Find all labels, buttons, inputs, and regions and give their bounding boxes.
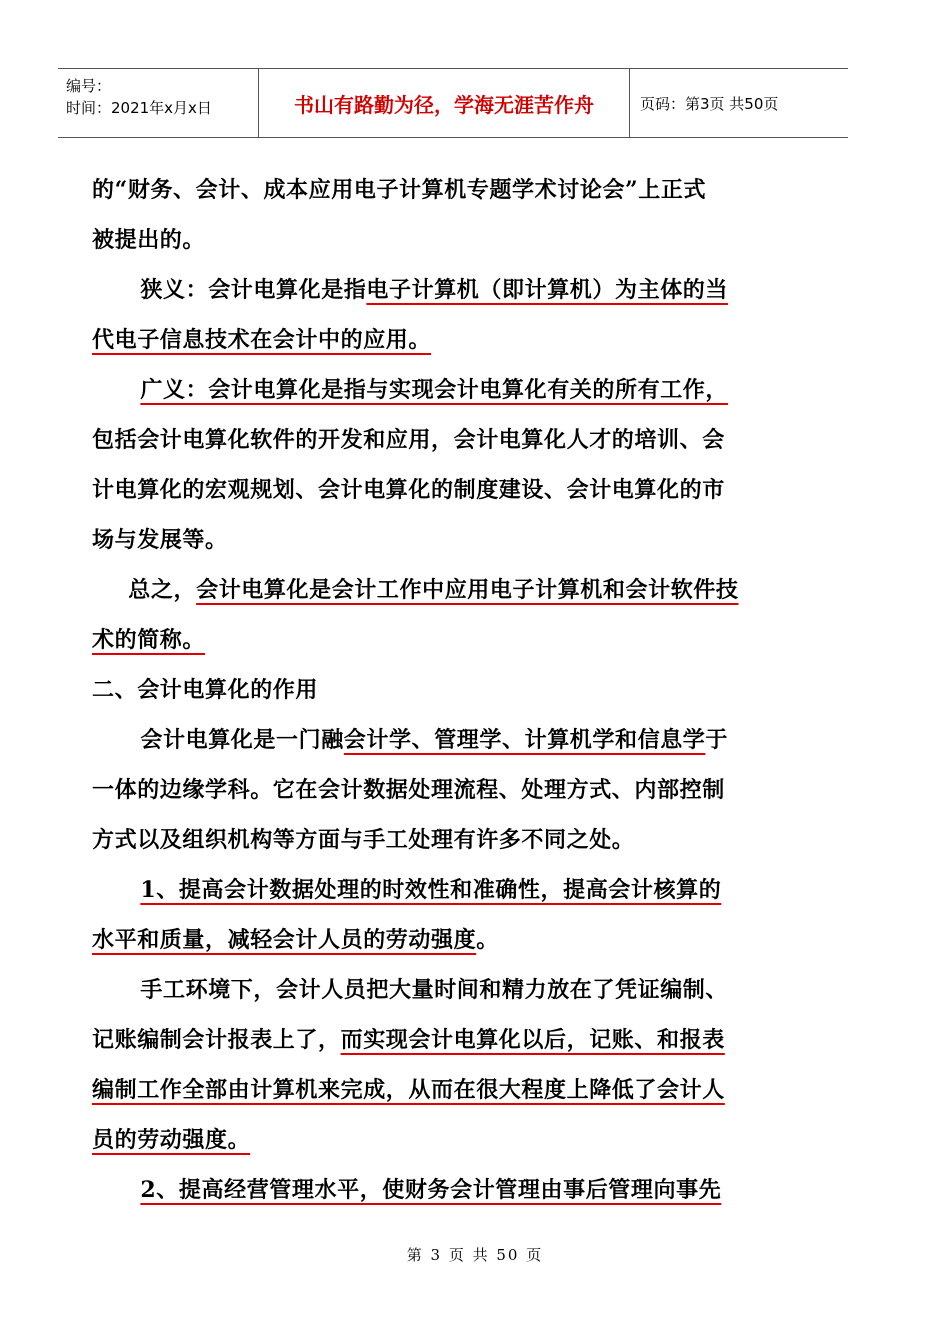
text-line	[92, 215, 816, 265]
underlined-text: 2、提高经营管理水平，使财务会计管理由事后管理向事先	[140, 1177, 722, 1203]
underlined-text: 1、提高会计数据处理的时效性和准确性，提高会计核算的	[140, 877, 722, 903]
text-segment: 方式以及组织机构等方面与手工处理有许多不同之处。	[92, 827, 635, 853]
text-line	[92, 1065, 816, 1115]
text-line	[92, 915, 816, 965]
text-segment: 狭义：会计电算化是指	[140, 277, 367, 303]
underlined-text: 电子计算机（即计算机）为主体的当	[366, 277, 729, 303]
header-date-label: 时间：2021年x月x日	[66, 99, 212, 117]
page-footer: 第 3 页 共 50 页	[406, 1246, 544, 1264]
text-segment: 被提出的。	[92, 227, 206, 253]
text-line	[92, 1115, 816, 1165]
underlined-text: 水平和质量，减轻会计人员的劳动强度	[92, 927, 477, 953]
page-header	[58, 68, 848, 138]
text-line	[92, 365, 816, 415]
underlined-text: 会计学、管理学、计算机学和信息学	[343, 727, 706, 753]
underlined-text: 广义：会计电算化是指与实现会计电算化有关的所有工作，	[140, 377, 728, 403]
text-line	[92, 265, 816, 315]
text-segment: 二、会计电算化的作用	[92, 677, 319, 703]
text-segment: 记账编制会计报表上了，	[92, 1027, 341, 1053]
underlined-text: 编制工作全部由计算机来完成，从而在很大程度上降低了会计人	[92, 1077, 725, 1103]
text-line	[92, 1165, 816, 1215]
underlined-text: 术的简称。	[92, 627, 206, 653]
underlined-text: 员的劳动强度。	[92, 1127, 251, 1153]
text-segment: 计电算化的宏观规划、会计电算化的制度建设、会计电算化的市	[92, 477, 725, 503]
text-segment: 总之，	[128, 577, 197, 603]
header-meta	[58, 69, 258, 137]
text-segment: 于	[705, 727, 729, 753]
text-line	[92, 415, 816, 465]
text-line	[92, 465, 816, 515]
text-segment: 的“财务、会计、成本应用电子计算机专题学术讨论会”上正式	[92, 177, 707, 203]
text-line	[92, 1015, 816, 1065]
text-segment: 场与发展等。	[92, 527, 228, 553]
text-line	[92, 815, 816, 865]
text-segment: 包括会计电算化软件的开发和应用，会计电算化人才的培训、会	[92, 427, 725, 453]
header-page-info: 页码：第3页 共50页	[640, 94, 779, 113]
text-line	[92, 865, 816, 915]
underlined-text: 代电子信息技术在会计中的应用。	[92, 327, 432, 353]
text-line	[92, 565, 816, 615]
text-line	[92, 965, 816, 1015]
underlined-text: 而实现会计电算化以后，记账、和报表	[340, 1027, 725, 1053]
text-line	[92, 315, 816, 365]
text-segment: 。	[476, 927, 499, 953]
text-line	[92, 715, 816, 765]
header-motto: 书山有路勤为径，学海无涯苦作舟	[258, 69, 630, 137]
text-segment: 手工环境下，会计人员把大量时间和精力放在了凭证编制、	[140, 977, 728, 1003]
text-segment: 会计电算化是一门融	[140, 727, 344, 753]
header-number-label: 编号：	[66, 77, 112, 95]
text-segment: 一体的边缘学科。它在会计数据处理流程、处理方式、内部控制	[92, 777, 725, 803]
text-line	[92, 515, 816, 565]
text-line	[92, 765, 816, 815]
underlined-text: 会计电算化是会计工作中应用电子计算机和会计软件技	[196, 577, 739, 603]
text-line	[92, 615, 816, 665]
text-line	[92, 665, 816, 715]
text-line	[92, 165, 816, 215]
document-body	[92, 165, 816, 1215]
